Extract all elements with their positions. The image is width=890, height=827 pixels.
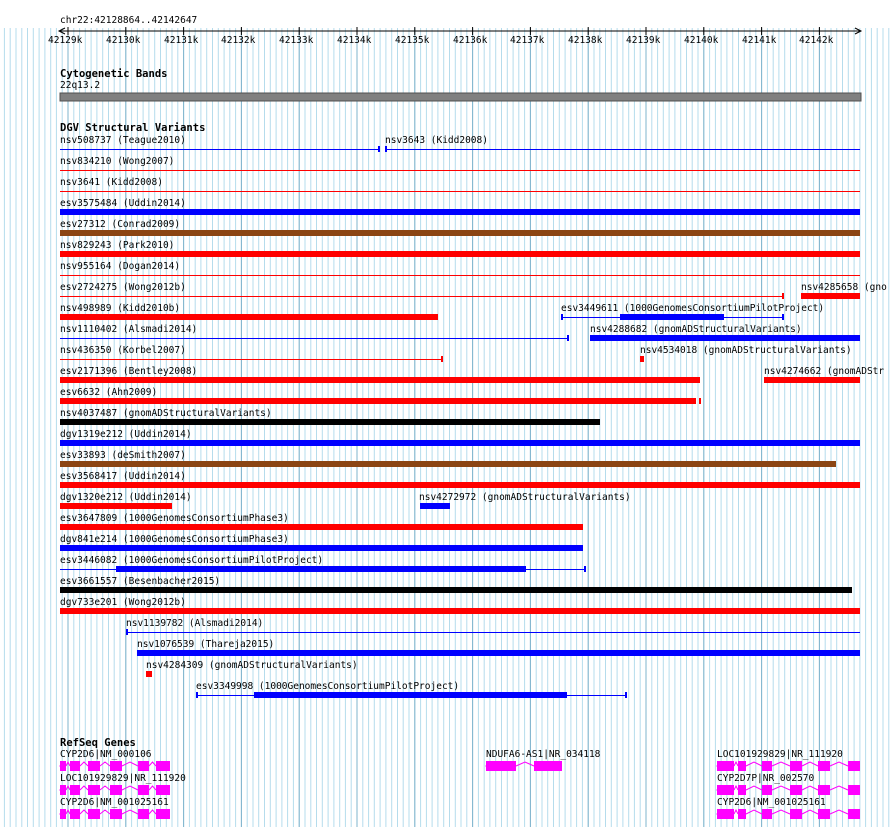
dgv-feature-label: esv3647809 (1000GenomesConsortiumPhase3) [60,513,289,524]
ruler-tick-label: 42135k [395,35,430,46]
dgv-feature-label: nsv4534018 (gnomADStructuralVariants) [640,345,852,356]
refseq-exon [818,785,830,795]
refseq-exon [717,809,734,819]
refseq-exon [717,761,734,771]
refseq-exon [110,785,122,795]
dgv-feature-endcap [567,335,569,341]
refseq-exon [738,761,746,771]
refseq-exon [70,761,80,771]
dgv-feature-endcap [699,398,701,404]
cytoband-bar [60,93,861,101]
refseq-exon [717,785,734,795]
dgv-feature-bar [60,503,172,509]
ruler-tick-label: 42138k [568,35,603,46]
dgv-feature-label: nsv4288682 (gnomADStructuralVariants) [590,324,802,335]
dgv-feature-label: esv3449611 (1000GenomesConsortiumPilotProject) [561,303,825,314]
refseq-exon [110,809,122,819]
dgv-feature-bar [60,314,438,320]
dgv-feature-label: esv2171396 (Bentley2008) [60,366,198,377]
dgv-feature-endcap [697,377,700,383]
refseq-track-title: RefSeq Genes [60,737,136,749]
dgv-feature-label: dgv1319e212 (Uddin2014) [60,429,192,440]
dgv-feature-bar [60,587,852,593]
refseq-exon [70,809,80,819]
refseq-exon [534,761,562,771]
refseq-exon [138,761,149,771]
dgv-feature-bar [60,524,583,530]
refseq-exon [156,785,170,795]
refseq-exon [848,785,860,795]
refseq-gene-label: LOC101929829|NR_111920 [717,749,843,760]
dgv-feature-bar [620,314,724,320]
dgv-feature-label: nsv955164 (Dogan2014) [60,261,181,272]
refseq-exon [88,761,100,771]
refseq-exon [88,809,100,819]
dgv-feature-label: nsv829243 (Park2010) [60,240,175,251]
dgv-feature-label: esv3575484 (Uddin2014) [60,198,186,209]
dgv-feature-label: esv6632 (Ahn2009) [60,387,158,398]
ruler-tick-label: 42140k [684,35,719,46]
dgv-feature-bar [640,356,644,362]
dgv-feature-label: nsv4272972 (gnomADStructuralVariants) [419,492,631,503]
dgv-track-title: DGV Structural Variants [60,122,206,134]
dgv-feature-endcap [584,566,586,572]
refseq-exon [790,785,802,795]
refseq-exon [110,761,122,771]
dgv-feature-bar [60,482,860,488]
dgv-feature-endcap [782,314,784,320]
dgv-feature-label: dgv733e201 (Wong2012b) [60,597,186,608]
ruler-tick-label: 42131k [164,35,199,46]
dgv-feature-bar [60,209,860,215]
dgv-feature-label: esv3661557 (Besenbacher2015) [60,576,221,587]
dgv-feature-bar [137,650,860,656]
dgv-feature-bar [420,503,450,509]
dgv-feature-label: nsv3643 (Kidd2008) [385,135,488,146]
dgv-feature-bar [60,398,696,404]
ruler-tick-label: 42129k [48,35,83,46]
dgv-feature-bar [60,251,860,257]
ruler-tick-label: 42136k [453,35,488,46]
dgv-feature-endcap [385,146,387,152]
dgv-feature-endcap [196,692,198,698]
refseq-gene-label: CYP2D6|NM_001025161 [717,797,826,808]
dgv-feature-label: nsv498989 (Kidd2010b) [60,303,181,314]
dgv-feature-label: nsv4285658 (gno [801,282,887,293]
refseq-gene-label: LOC101929829|NR_111920 [60,773,186,784]
dgv-feature-bar [254,692,567,698]
cytoband-label: 22q13.2 [60,80,101,91]
dgv-feature-label: esv3568417 (Uddin2014) [60,471,186,482]
refseq-exon [848,761,860,771]
dgv-feature-bar [60,230,860,236]
dgv-feature-label: nsv508737 (Teague2010) [60,135,186,146]
dgv-feature-bar [60,419,600,425]
dgv-feature-bar [60,461,836,467]
dgv-feature-label: nsv4274662 (gnomADStr [764,366,885,377]
dgv-feature-label: dgv1320e212 (Uddin2014) [60,492,192,503]
dgv-feature-label: nsv1139782 (Alsmadi2014) [126,618,264,629]
dgv-feature-bar [764,377,860,383]
ruler-tick-label: 42141k [742,35,777,46]
dgv-feature-label: nsv1076539 (Thareja2015) [137,639,275,650]
refseq-exon [738,785,746,795]
refseq-exon [762,809,772,819]
dgv-feature-label: nsv834210 (Wong2007) [60,156,175,167]
refseq-exon [762,761,772,771]
dgv-feature-label: esv27312 (Conrad2009) [60,219,181,230]
dgv-feature-bar [116,566,526,572]
refseq-gene-label: CYP2D7P|NR_002570 [717,773,815,784]
ruler-tick-label: 42133k [279,35,314,46]
dgv-feature-label: dgv841e214 (1000GenomesConsortiumPhase3) [60,534,289,545]
refseq-gene-label: CYP2D6|NM_001025161 [60,797,169,808]
dgv-feature-label: nsv3641 (Kidd2008) [60,177,163,188]
refseq-exon [60,809,66,819]
refseq-exon [60,761,66,771]
refseq-exon [818,809,830,819]
dgv-feature-label: esv3349998 (1000GenomesConsortiumPilotProject) [196,681,460,692]
dgv-feature-label: nsv4037487 (gnomADStructuralVariants) [60,408,272,419]
dgv-feature-endcap [441,356,443,362]
dgv-feature-label: esv2724275 (Wong2012b) [60,282,186,293]
dgv-feature-bar [590,335,860,341]
ruler-tick-label: 42134k [337,35,372,46]
refseq-gene-label: CYP2D6|NM_000106 [60,749,152,760]
dgv-feature-label: esv3446082 (1000GenomesConsortiumPilotProject) [60,555,324,566]
refseq-exon [848,809,860,819]
dgv-feature-endcap [625,692,627,698]
refseq-exon [818,761,830,771]
dgv-feature-label: nsv436350 (Korbel2007) [60,345,186,356]
refseq-exon [138,785,149,795]
refseq-exon [486,761,516,771]
dgv-feature-bar [801,293,860,299]
dgv-feature-bar [60,608,860,614]
dgv-feature-bar [60,377,698,383]
cytoband-track-title: Cytogenetic Bands [60,68,168,80]
ruler-tick-label: 42142k [799,35,834,46]
dgv-feature-label: esv33893 (deSmith2007) [60,450,186,461]
ruler-tick-label: 42132k [221,35,256,46]
ruler-position: chr22:42128864..42142647 [60,15,198,26]
dgv-feature-endcap [782,293,784,299]
refseq-exon [138,809,149,819]
refseq-exon [738,809,746,819]
dgv-feature-endcap [561,314,563,320]
refseq-exon [60,785,66,795]
refseq-exon [790,761,802,771]
dgv-feature-bar [146,671,152,677]
dgv-feature-bar [60,545,583,551]
refseq-gene-label: NDUFA6-AS1|NR_034118 [486,749,601,760]
dgv-feature-label: nsv1110402 (Alsmadi2014) [60,324,198,335]
refseq-exon [156,761,170,771]
refseq-exon [156,809,170,819]
ruler-tick-label: 42137k [510,35,545,46]
dgv-feature-label: nsv4284309 (gnomADStructuralVariants) [146,660,358,671]
refseq-exon [762,785,772,795]
refseq-exon [790,809,802,819]
refseq-exon [88,785,100,795]
dgv-feature-bar [60,440,860,446]
dgv-feature-endcap [378,146,380,152]
dgv-feature-endcap [126,629,128,635]
refseq-exon [70,785,80,795]
ruler-tick-label: 42139k [626,35,661,46]
ruler-tick-label: 42130k [106,35,141,46]
